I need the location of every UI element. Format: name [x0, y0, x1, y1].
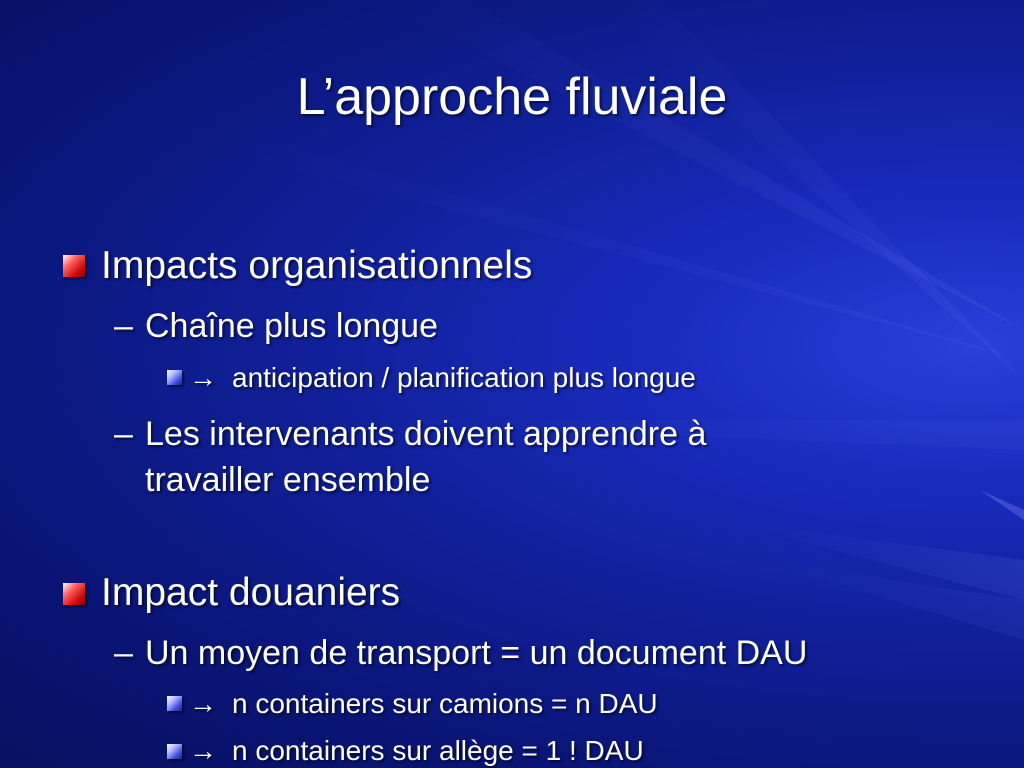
list-item-text: Les intervenants doivent apprendre à: [145, 415, 707, 453]
dash-icon: –: [114, 415, 133, 453]
sub-item-text: anticipation / planification plus longue: [232, 362, 696, 393]
slide-title: L’approche fluviale: [296, 68, 728, 126]
sub-item-text: n containers sur camions = n DAU: [232, 688, 658, 719]
blue-square-bullet-icon: [167, 744, 182, 759]
dash-icon: –: [114, 307, 133, 345]
right-arrow-icon: →: [189, 735, 217, 766]
list-item-text-continued: travailler ensemble: [145, 461, 431, 499]
red-square-bullet-icon: [63, 583, 85, 605]
blue-square-bullet-icon: [167, 696, 182, 711]
list-item-text: Un moyen de transport = un document DAU: [145, 634, 808, 672]
red-square-bullet-icon: [63, 255, 85, 277]
section-heading: Impacts organisationnels: [101, 244, 533, 287]
section-heading: Impact douaniers: [101, 571, 401, 614]
list-item-text: Chaîne plus longue: [145, 307, 439, 345]
blue-square-bullet-icon: [167, 370, 182, 385]
right-arrow-icon: →: [189, 362, 217, 393]
right-arrow-icon: →: [189, 688, 217, 719]
dash-icon: –: [114, 634, 133, 672]
sub-item-text: n containers sur allège = 1 ! DAU: [232, 735, 644, 766]
